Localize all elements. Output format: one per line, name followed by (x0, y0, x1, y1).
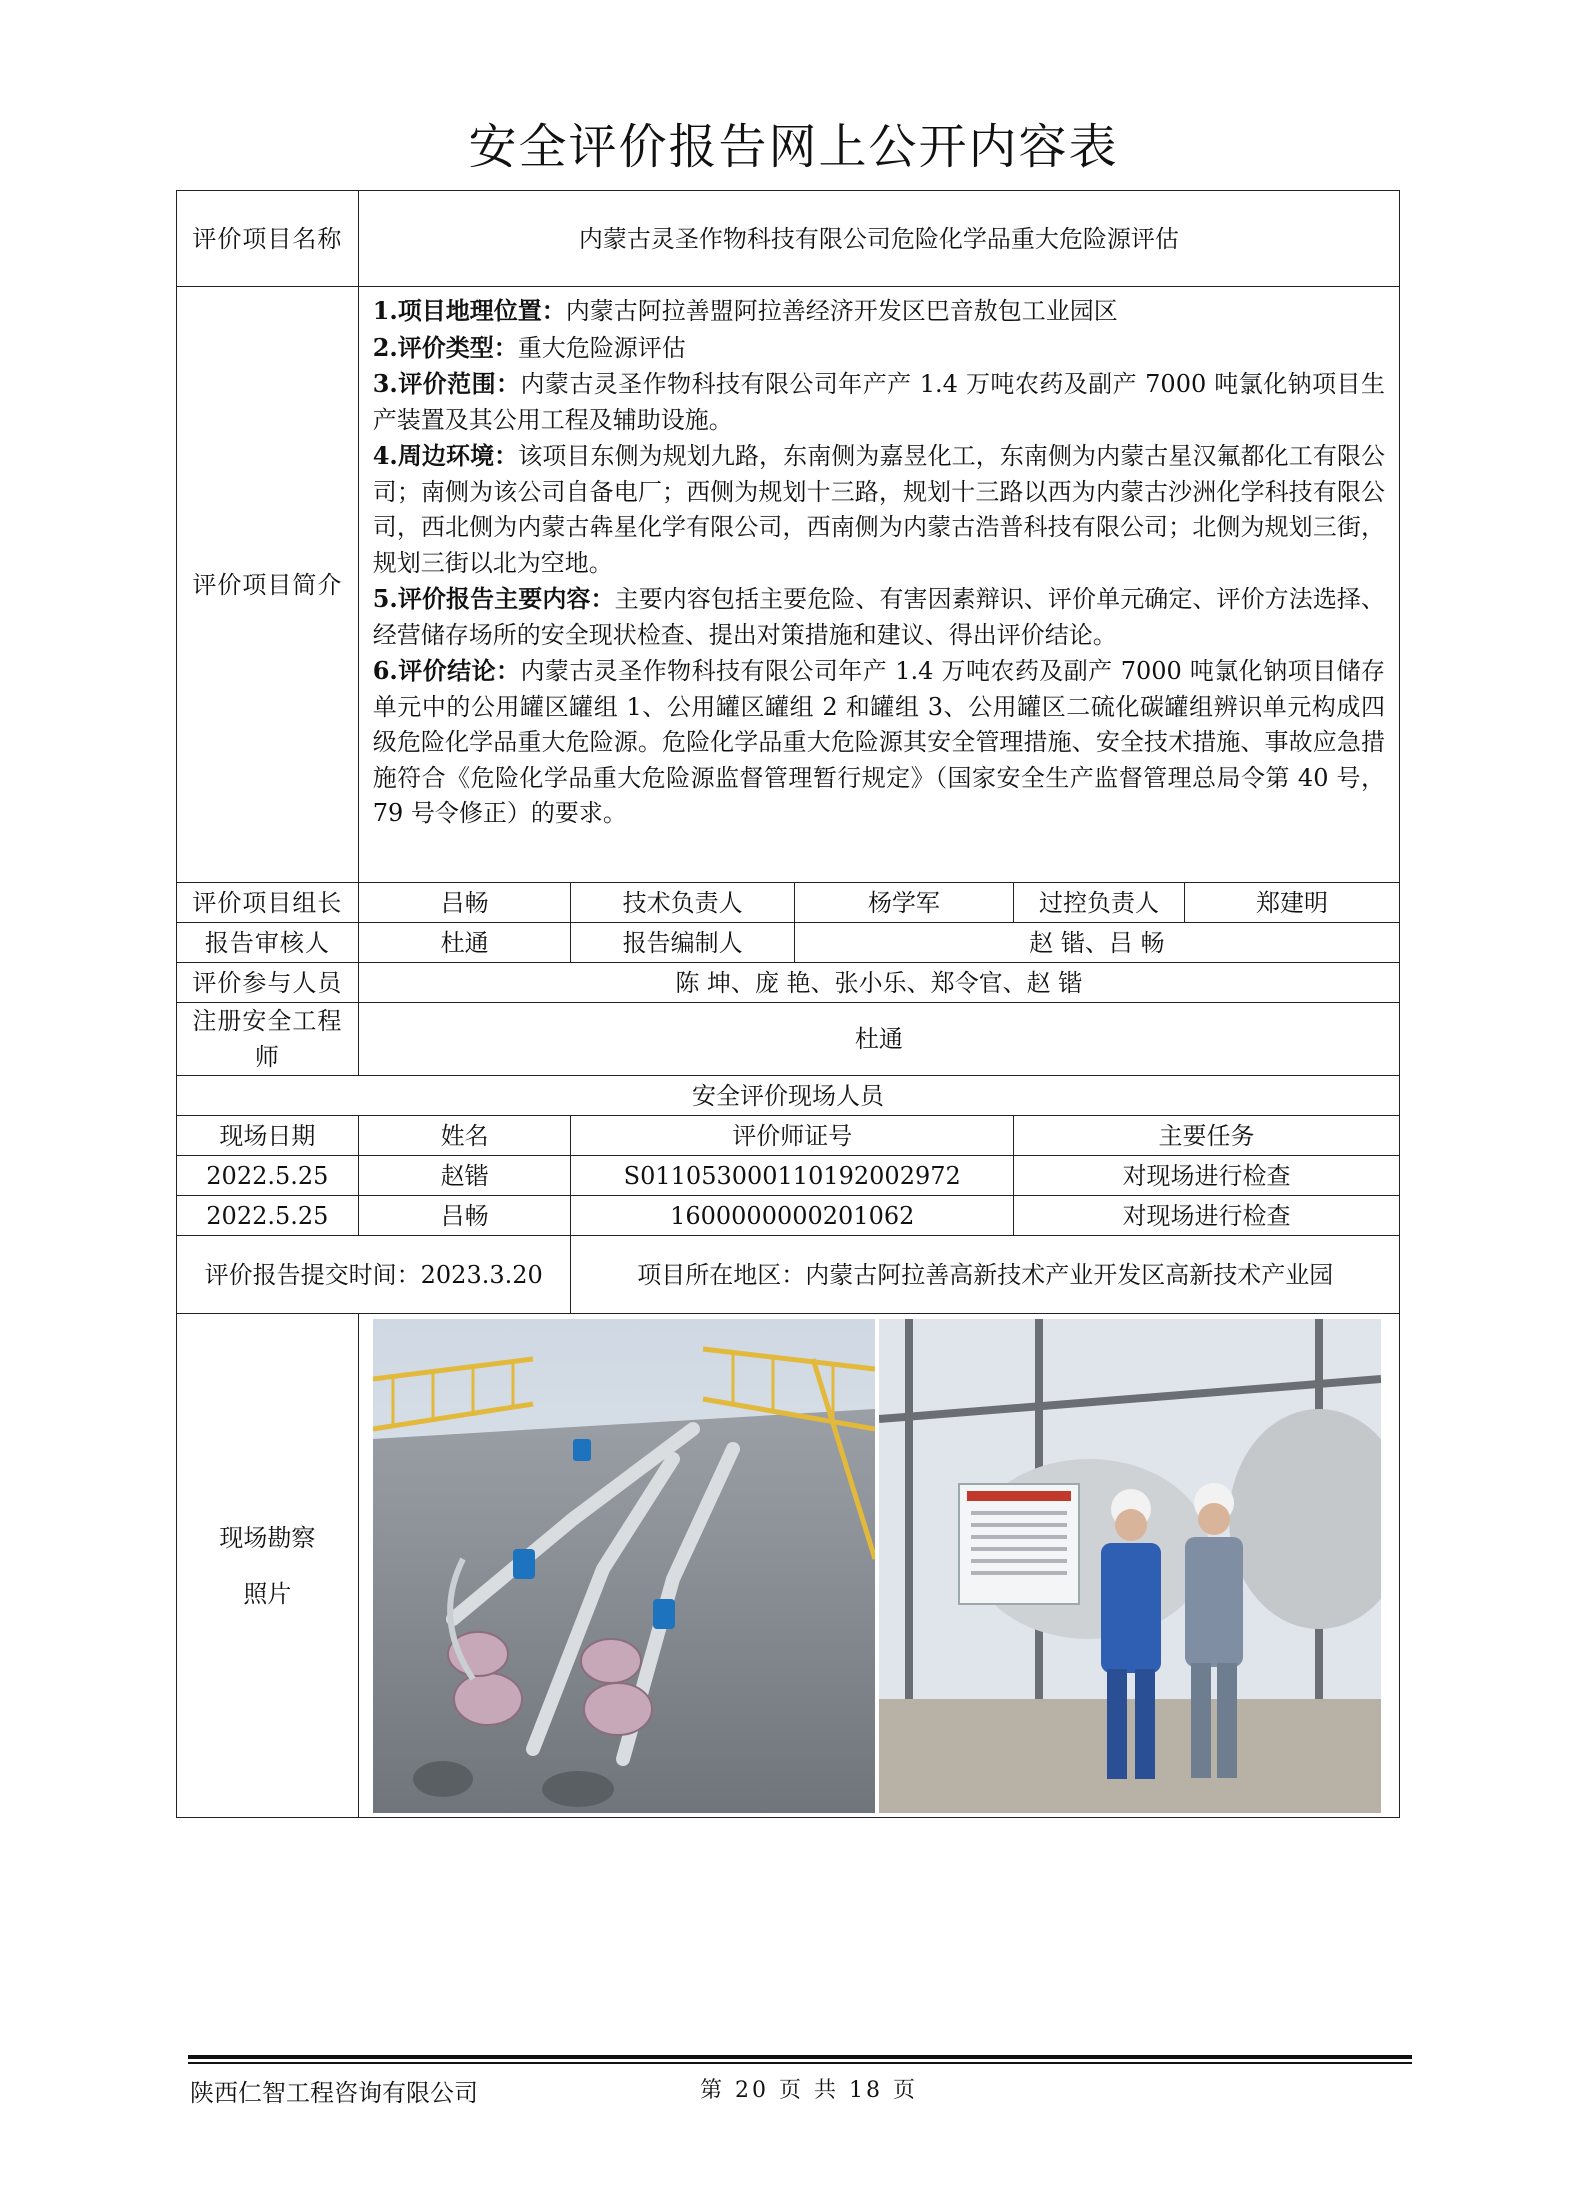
photos-cell (358, 1314, 1399, 1818)
intro-paragraph: 6.评价结论：内蒙古灵圣作物科技有限公司年产 1.4 万吨农药及副产 7000 吨氯化钠项目储存单元中的公用罐区罐组 1、公用罐区罐组 2 和罐组 3、公用罐区二硫化碳罐组辨识单元构成四级危险化学品重大危险源。危险化学品重大危险源其安全管理措施、安全技术措施、事故应急措施符合《危险化学品重大危险源监督管理暂行规定》（国家安全生产监督管理总局令第 40 号，79 号令修正）的要求。 (372, 656, 1385, 827)
intro-paragraph: 1.项目地理位置：内蒙古阿拉善盟阿拉善经济开发区巴音敖包工业园区 (372, 296, 1118, 325)
project-name: 内蒙古灵圣作物科技有限公司危险化学品重大危险源评估 (358, 191, 1399, 287)
document-title: 安全评价报告网上公开内容表 (468, 119, 1119, 175)
engineer-label: 注册安全工程师 (177, 1003, 359, 1076)
reviewer-name: 杜通 (358, 923, 571, 963)
site-header-date: 现场日期 (177, 1116, 359, 1156)
site-photo-personnel (879, 1319, 1381, 1813)
site-header-name: 姓名 (358, 1116, 571, 1156)
project-name-label: 评价项目名称 (177, 191, 359, 287)
site-header-cert: 评价师证号 (571, 1116, 1014, 1156)
site-photo-pipelines (373, 1319, 875, 1813)
participants-names: 陈 坤、庞 艳、张小乐、郑令官、赵 锴 (358, 963, 1399, 1003)
site-date: 2022.5.25 (177, 1196, 359, 1236)
writer-label: 报告编制人 (571, 923, 794, 963)
process-lead-name: 郑建明 (1185, 883, 1400, 923)
site-section-title: 安全评价现场人员 (177, 1076, 1400, 1116)
site-name: 吕畅 (358, 1196, 571, 1236)
process-lead-label: 过控负责人 (1014, 883, 1185, 923)
participants-label: 评价参与人员 (177, 963, 359, 1003)
engineer-name: 杜通 (358, 1003, 1399, 1076)
footer-rule-thin (188, 2062, 1412, 2064)
site-date: 2022.5.25 (177, 1156, 359, 1196)
intro-paragraph: 2.评价类型：重大危险源评估 (372, 332, 686, 362)
table-row (177, 1196, 1400, 1236)
reviewer-label: 报告审核人 (177, 923, 359, 963)
writer-names: 赵 锴、吕 畅 (794, 923, 1399, 963)
tech-lead-label: 技术负责人 (571, 883, 794, 923)
site-cert: S011053000110192002972 (571, 1156, 1014, 1196)
site-cert: 1600000000201062 (571, 1196, 1014, 1236)
disclosure-table (176, 190, 1400, 1818)
site-task: 对现场进行检查 (1014, 1196, 1400, 1236)
footer-page-number: 第 20 页 共 18 页 (700, 2078, 918, 2103)
intro-paragraph: 5.评价报告主要内容：主要内容包括主要危险、有害因素辩识、评价单元确定、评价方法选择、经营储存场所的安全现状检查、提出对策措施和建议、得出评价结论。 (372, 584, 1385, 649)
table-row (177, 1156, 1400, 1196)
footer-company: 陕西仁智工程咨询有限公司 (190, 2079, 478, 2107)
submit-time: 评价报告提交时间：2023.3.20 (177, 1236, 571, 1314)
tech-lead-name: 杨学军 (794, 883, 1013, 923)
intro-label: 评价项目简介 (177, 287, 359, 883)
intro-paragraph: 4.周边环境：该项目东侧为规划九路，东南侧为嘉昱化工，东南侧为内蒙古星汉氟都化工有限公司；南侧为该公司自备电厂；西侧为规划十三路，规划十三路以西为内蒙古沙洲化学科技有限公司，西北侧为内蒙古犇星化学有限公司，西南侧为内蒙古浩普科技有限公司；北侧为规划三街，规划三街以北为空地。 (372, 441, 1385, 577)
leader-name: 吕畅 (358, 883, 571, 923)
site-name: 赵锴 (358, 1156, 571, 1196)
project-location: 项目所在地区：内蒙古阿拉善高新技术产业开发区高新技术产业园 (571, 1236, 1400, 1314)
leader-label: 评价项目组长 (177, 883, 359, 923)
site-header-task: 主要任务 (1014, 1116, 1400, 1156)
site-task: 对现场进行检查 (1014, 1156, 1400, 1196)
intro-paragraph: 3.评价范围：内蒙古灵圣作物科技有限公司年产产 1.4 万吨农药及副产 7000 吨氯化钠项目生产装置及其公用工程及辅助设施。 (372, 369, 1385, 434)
footer-rule (188, 2055, 1412, 2059)
photos-label: 现场勘察 照片 (177, 1314, 359, 1818)
intro-content (358, 287, 1399, 883)
